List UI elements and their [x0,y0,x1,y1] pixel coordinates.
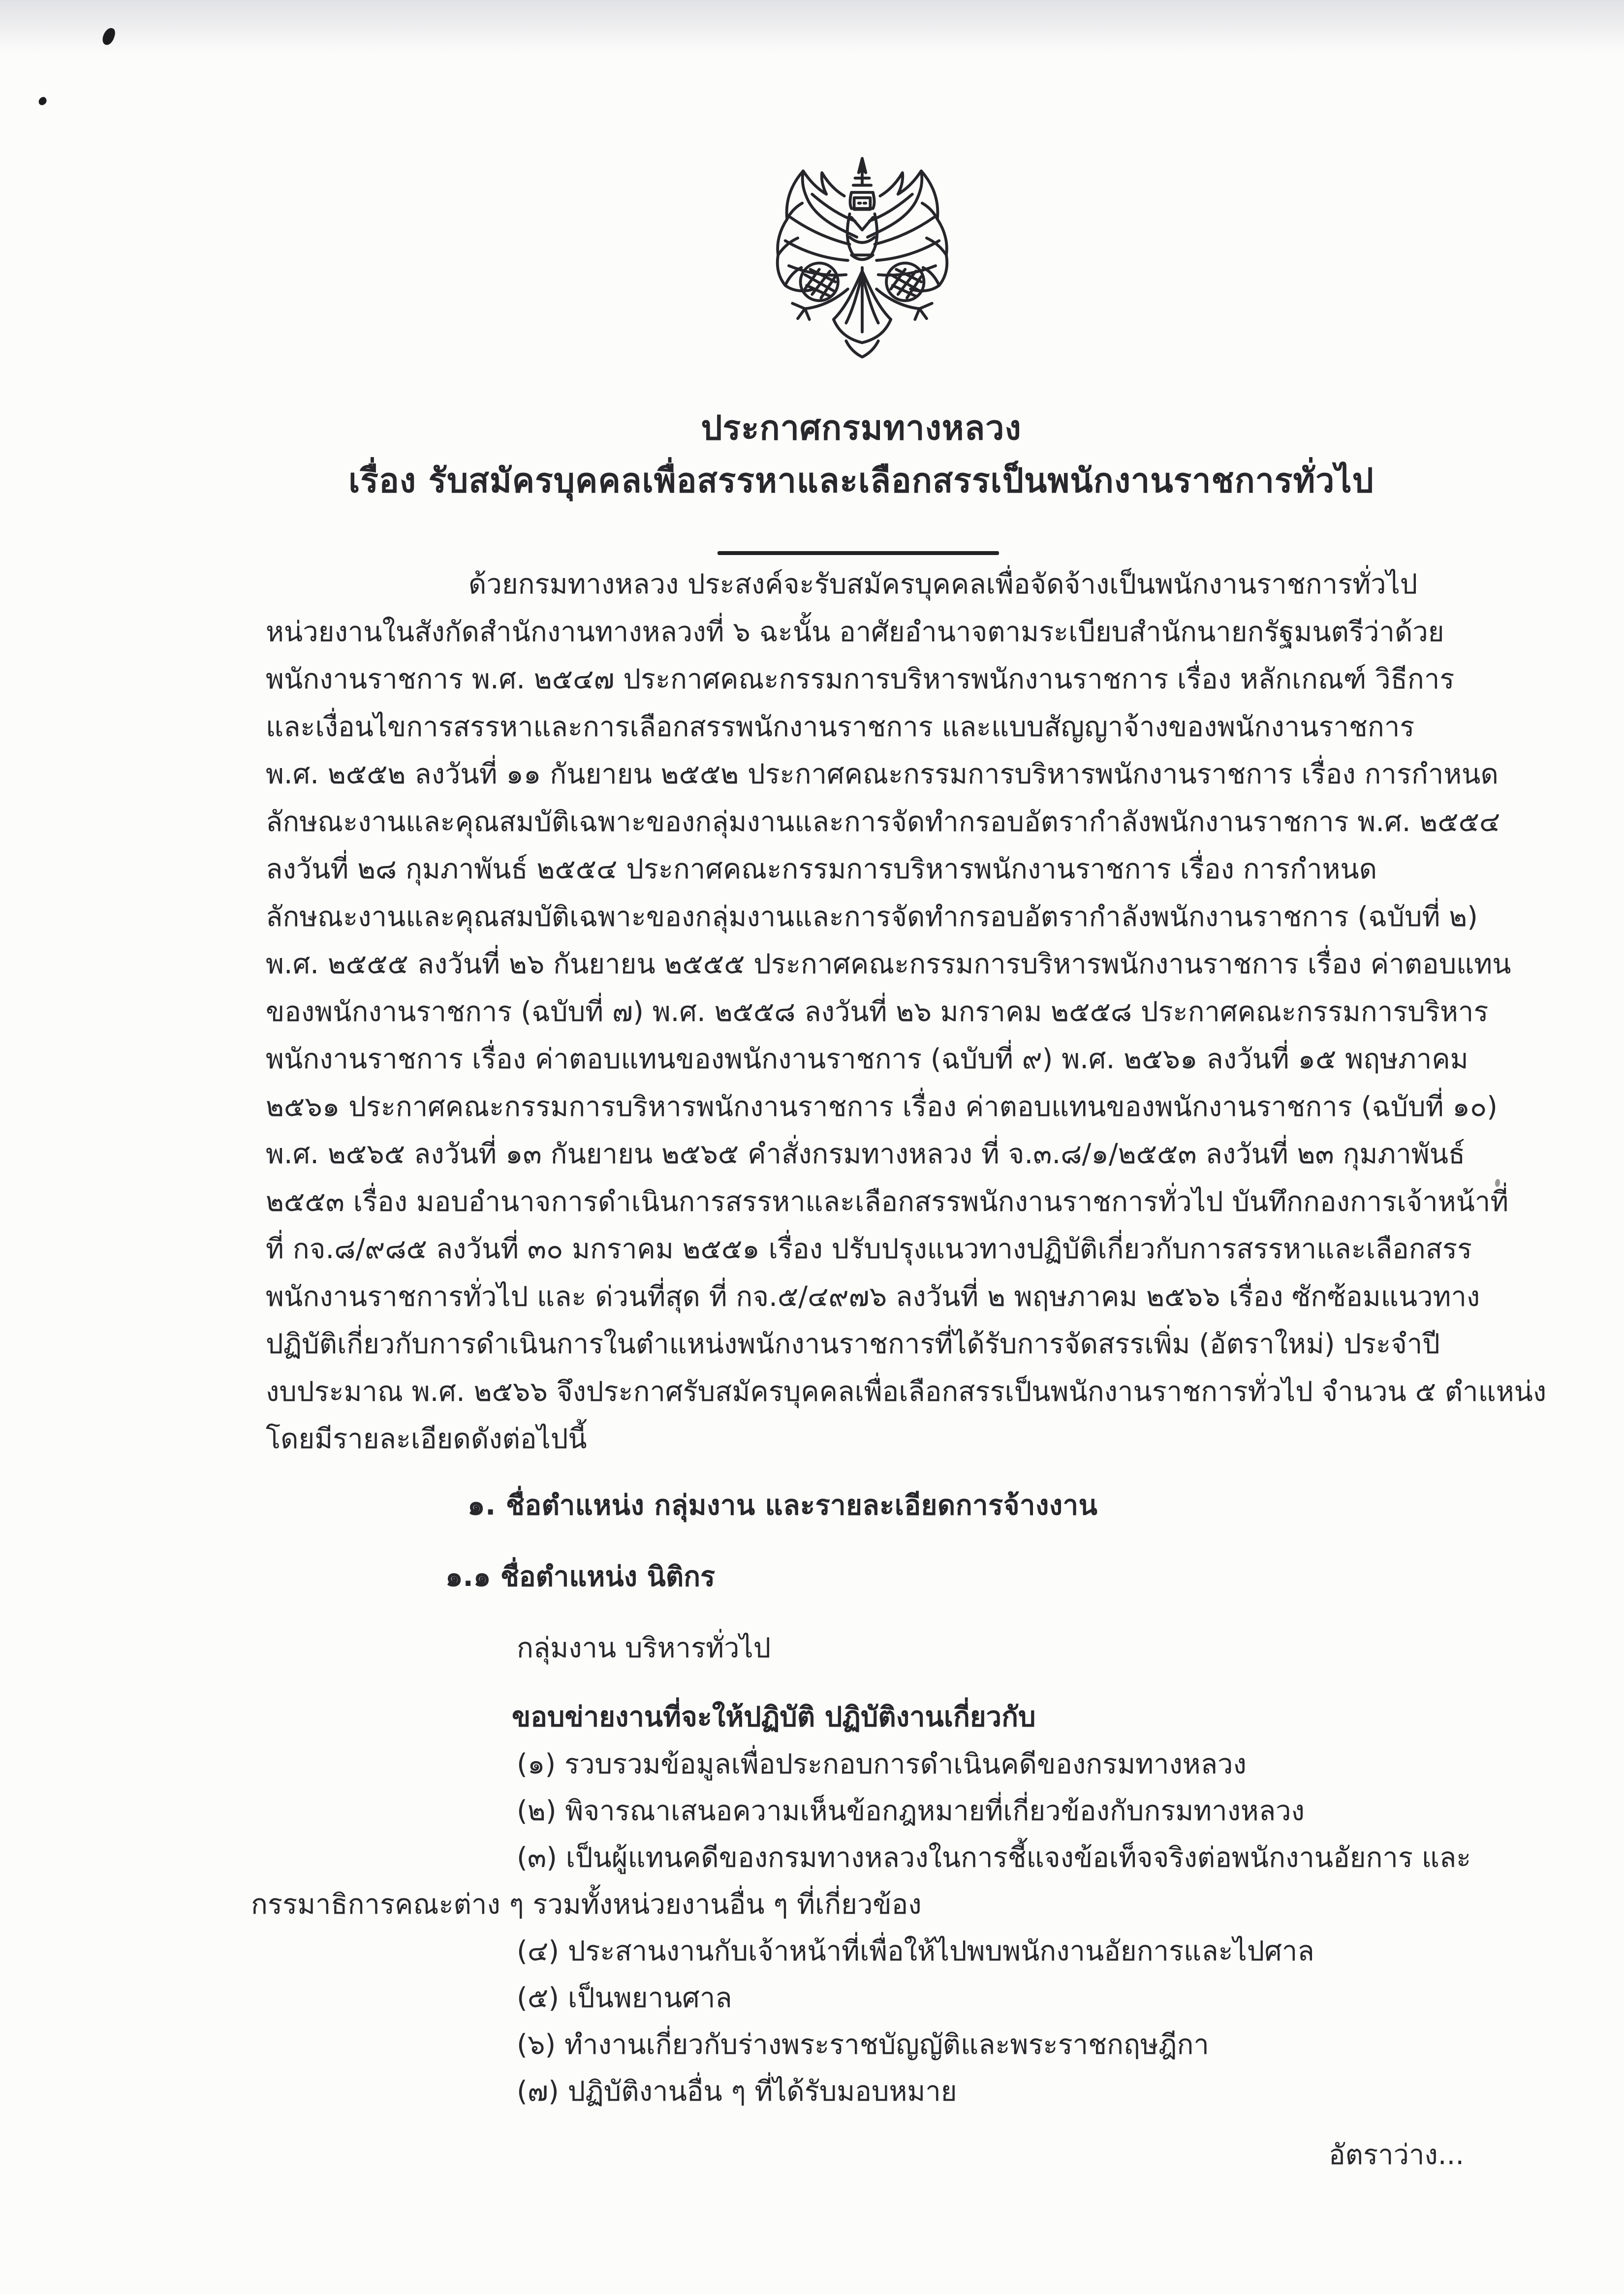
title-divider-line [718,551,999,555]
paragraph-line: ลักษณะงานและคุณสมบัติเฉพาะของกลุ่มงานและการจัดทำกรอบอัตรากำลังพนักงานราชการ (ฉบับที่ ๒) [266,900,1478,933]
duty-item: (๓) เป็นผู้แทนคดีของกรมทางหลวงในการชี้แจงข้อเท็จจริงต่อพนักงานอัยการ และ [517,1842,1471,1874]
duty-item: (๖) ทำงานเกี่ยวกับร่างพระราชบัญญัติและพระราชกฤษฎีกา [517,2029,1209,2061]
paragraph-line: และเงื่อนไขการสรรหาและการเลือกสรรพนักงานราชการ และแบบสัญญาจ้างของพนักงานราชการ [266,711,1415,743]
ink-speck [37,96,48,106]
paragraph-line: พ.ศ. ๒๕๕๒ ลงวันที่ ๑๑ กันยายน ๒๕๕๒ ประกาศคณะกรรมการบริหารพนักงานราชการ เรื่อง การกำหนด [266,758,1499,790]
paragraph-line: พ.ศ. ๒๕๖๕ ลงวันที่ ๑๓ กันยายน ๒๕๖๕ คำสั่งกรมทางหลวง ที่ จ.๓.๘/๑/๒๕๕๓ ลงวันที่ ๒๓ กุมภาพันธ์ [266,1138,1466,1170]
paragraph-line: พนักงานราชการ เรื่อง ค่าตอบแทนของพนักงานราชการ (ฉบับที่ ๙) พ.ศ. ๒๕๖๑ ลงวันที่ ๑๕ พฤษภาคม [266,1043,1468,1075]
paragraph-line: โดยมีรายละเอียดดังต่อไปนี้ [266,1423,587,1455]
duty-item: (๗) ปฏิบัติงานอื่น ๆ ที่ได้รับมอบหมาย [517,2076,957,2108]
duty-item: (๒) พิจารณาเสนอความเห็นข้อกฎหมายที่เกี่ยวข้องกับกรมทางหลวง [517,1795,1305,1827]
paragraph-line: ๒๕๖๑ ประกาศคณะกรรมการบริหารพนักงานราชการ เรื่อง ค่าตอบแทนของพนักงานราชการ (ฉบับที่ ๑๐) [266,1090,1498,1123]
paragraph-line: ลงวันที่ ๒๘ กุมภาพันธ์ ๒๕๕๔ ประกาศคณะกรรมการบริหารพนักงานราชการ เรื่อง การกำหนด [266,853,1377,885]
document-subject: เรื่อง รับสมัครบุคคลเพื่อสรรหาและเลือกสรรเป็นพนักงานราชการทั่วไป [348,462,1374,500]
paragraph-line: ปฏิบัติเกี่ยวกับการดำเนินการในตำแหน่งพนักงานราชการที่ได้รับการจัดสรรเพิ่ม (อัตราใหม่) ประจำปี [266,1328,1440,1360]
garuda-emblem [764,154,961,389]
paragraph-line: พนักงานราชการ พ.ศ. ๒๕๔๗ ประกาศคณะกรรมการบริหารพนักงานราชการ เรื่อง หลักเกณฑ์ วิธีการ [266,663,1455,695]
scope-of-work-heading: ขอบข่ายงานที่จะให้ปฏิบัติ ปฏิบัติงานเกี่ยวกับ [512,1701,1036,1733]
paragraph-line: หน่วยงานในสังกัดสำนักงานทางหลวงที่ ๖ ฉะนั้น อาศัยอำนาจตามระเบียบสำนักนายกรัฐมนตรีว่าด้วย [266,616,1444,648]
paragraph-line: งบประมาณ พ.ศ. ๒๕๖๖ จึงประกาศรับสมัครบุคคลเพื่อเลือกสรรเป็นพนักงานราชการทั่วไป จำนวน ๕ ตำแหน่ง [266,1375,1547,1408]
work-group: กลุ่มงาน บริหารทั่วไป [517,1632,771,1664]
section-1-heading: ๑. ชื่อตำแหน่ง กลุ่มงาน และรายละเอียดการจ้างงาน [468,1489,1098,1521]
body-paragraph [266,561,1547,1463]
paragraph-line: ที่ กจ.๘/๙๘๕ ลงวันที่ ๓๐ มกราคม ๒๕๕๑ เรื่อง ปรับปรุงแนวทางปฏิบัติเกี่ยวกับการสรรหาและเลือกสรร [266,1233,1472,1265]
paragraph-line: พ.ศ. ๒๕๕๕ ลงวันที่ ๒๖ กันยายน ๒๕๕๕ ประกาศคณะกรรมการบริหารพนักงานราชการ เรื่อง ค่าตอบแทน [266,948,1511,980]
duty-item: (๑) รวบรวมข้อมูลเพื่อประกอบการดำเนินคดีของกรมทางหลวง [517,1748,1247,1780]
paragraph-line: ๒๕๕๓ เรื่อง มอบอำนาจการดำเนินการสรรหาและเลือกสรรพนักงานราชการทั่วไป บันทึกกองการเจ้าหน้าที่ [266,1185,1509,1218]
duty-item: (๕) เป็นพยานศาล [517,1982,732,2014]
paragraph-line: ลักษณะงานและคุณสมบัติเฉพาะของกลุ่มงานและการจัดทำกรอบอัตรากำลังพนักงานราชการ พ.ศ. ๒๕๕๔ [266,806,1500,838]
paragraph-line: พนักงานราชการทั่วไป และ ด่วนที่สุด ที่ กจ.๕/๔๙๗๖ ลงวันที่ ๒ พฤษภาคม ๒๕๖๖ เรื่อง ซักซ้อมแนวทาง [266,1280,1480,1313]
duty-item: (๔) ประสานงานกับเจ้าหน้าที่เพื่อให้ไปพบพนักงานอัยการและไปศาล [517,1935,1314,1967]
paragraph-line: ด้วยกรมทางหลวง ประสงค์จะรับสมัครบุคคลเพื่อจัดจ้างเป็นพนักงานราชการทั่วไป [468,568,1418,600]
continuation-note: อัตราว่าง... [1329,2139,1465,2171]
duty-item-wrap: กรรมาธิการคณะต่าง ๆ รวมทั้งหน่วยงานอื่น ๆ ที่เกี่ยวข้อง [251,1889,922,1921]
document-title: ประกาศกรมทางหลวง [701,409,1022,448]
position-title: ๑.๑ ชื่อตำแหน่ง นิติกร [445,1561,716,1593]
duties-list [251,1741,1471,2115]
scanner-shadow-band [0,0,1624,54]
paragraph-line: ของพนักงานราชการ (ฉบับที่ ๗) พ.ศ. ๒๕๕๘ ลงวันที่ ๒๖ มกราคม ๒๕๕๘ ประกาศคณะกรรมการบริหาร [266,995,1489,1028]
